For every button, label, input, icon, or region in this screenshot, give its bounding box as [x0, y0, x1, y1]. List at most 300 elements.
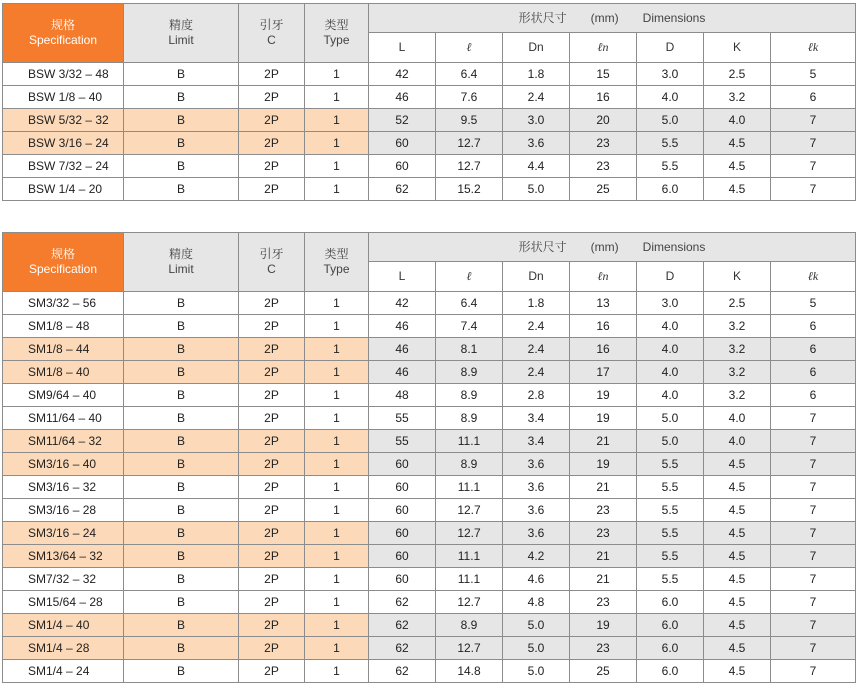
type-cell: 1	[305, 545, 369, 568]
l-cell: 7.4	[436, 315, 503, 338]
spec-cell: BSW 3/32 – 48	[3, 63, 124, 86]
table-row	[3, 568, 856, 591]
D-cell: 5.5	[637, 476, 704, 499]
table-row	[3, 178, 856, 201]
table-row	[3, 63, 856, 86]
type-cell: 1	[305, 155, 369, 178]
K-cell: 3.2	[704, 86, 771, 109]
type-cell: 1	[305, 499, 369, 522]
ln-cell: 21	[570, 568, 637, 591]
limit-cell: B	[124, 430, 239, 453]
table-row	[3, 499, 856, 522]
l-cell: 11.1	[436, 476, 503, 499]
K-cell: 4.5	[704, 499, 771, 522]
L-cell: 46	[369, 86, 436, 109]
thread-cell: 2P	[239, 63, 305, 86]
Dn-cell: 2.8	[503, 384, 570, 407]
spec-cell: BSW 1/8 – 40	[3, 86, 124, 109]
Dn-cell: 2.4	[503, 315, 570, 338]
col-header-L: L	[369, 33, 436, 63]
table-row	[3, 384, 856, 407]
limit-cell: B	[124, 660, 239, 683]
D-cell: 5.0	[637, 407, 704, 430]
spec-cell: BSW 7/32 – 24	[3, 155, 124, 178]
D-cell: 4.0	[637, 361, 704, 384]
limit-cell: B	[124, 499, 239, 522]
K-cell: 4.5	[704, 637, 771, 660]
ln-cell: 13	[570, 292, 637, 315]
type-header	[305, 233, 369, 292]
K-cell: 4.5	[704, 614, 771, 637]
ln-cell: 21	[570, 545, 637, 568]
spec-cell: BSW 3/16 – 24	[3, 132, 124, 155]
ln-cell: 25	[570, 660, 637, 683]
l-cell: 8.9	[436, 614, 503, 637]
type-cell: 1	[305, 292, 369, 315]
ln-cell: 16	[570, 338, 637, 361]
spec-header-cn: 规格	[50, 18, 75, 32]
l-cell: 6.4	[436, 292, 503, 315]
Dn-cell: 2.4	[503, 86, 570, 109]
limit-cell: B	[124, 522, 239, 545]
thread-cell: 2P	[239, 292, 305, 315]
table-row	[3, 361, 856, 384]
table-row	[3, 637, 856, 660]
K-cell: 3.2	[704, 338, 771, 361]
thread-cell: 2P	[239, 132, 305, 155]
Dn-cell: 1.8	[503, 292, 570, 315]
l-cell: 11.1	[436, 568, 503, 591]
l-cell: 8.1	[436, 338, 503, 361]
K-cell: 2.5	[704, 63, 771, 86]
L-cell: 60	[369, 453, 436, 476]
lk-cell: 6	[771, 86, 856, 109]
lk-cell: 6	[771, 384, 856, 407]
sm-spec-table	[2, 232, 856, 683]
thread-cell: 2P	[239, 407, 305, 430]
lk-cell: 6	[771, 361, 856, 384]
K-cell: 4.5	[704, 591, 771, 614]
limit-cell: B	[124, 453, 239, 476]
col-header-K: K	[704, 33, 771, 63]
thread-cell: 2P	[239, 430, 305, 453]
limit-cell: B	[124, 476, 239, 499]
lk-cell: 7	[771, 476, 856, 499]
type-cell: 1	[305, 361, 369, 384]
ln-cell: 23	[570, 591, 637, 614]
D-cell: 4.0	[637, 384, 704, 407]
lk-cell: 7	[771, 545, 856, 568]
spec-header	[3, 4, 124, 63]
col-header-l: ℓ	[436, 33, 503, 63]
Dn-cell: 5.0	[503, 637, 570, 660]
l-cell: 11.1	[436, 430, 503, 453]
spec-cell: SM11/64 – 32	[3, 430, 124, 453]
spec-cell: SM3/16 – 32	[3, 476, 124, 499]
spec-header	[3, 233, 124, 292]
type-cell: 1	[305, 407, 369, 430]
spec-cell: BSW 5/32 – 32	[3, 109, 124, 132]
limit-header-en: Limit	[168, 262, 194, 276]
l-cell: 7.6	[436, 86, 503, 109]
ln-cell: 16	[570, 86, 637, 109]
spec-cell: SM1/4 – 28	[3, 637, 124, 660]
type-cell: 1	[305, 522, 369, 545]
thread-cell: 2P	[239, 499, 305, 522]
ln-cell: 15	[570, 63, 637, 86]
type-cell: 1	[305, 591, 369, 614]
L-cell: 42	[369, 292, 436, 315]
lk-cell: 7	[771, 109, 856, 132]
thread-header-en: C	[267, 262, 276, 276]
K-cell: 4.0	[704, 430, 771, 453]
l-cell: 8.9	[436, 407, 503, 430]
Dn-cell: 5.0	[503, 178, 570, 201]
thread-cell: 2P	[239, 568, 305, 591]
Dn-cell: 3.6	[503, 132, 570, 155]
limit-cell: B	[124, 315, 239, 338]
Dn-cell: 4.6	[503, 568, 570, 591]
L-cell: 60	[369, 522, 436, 545]
table-row	[3, 292, 856, 315]
l-cell: 12.7	[436, 591, 503, 614]
limit-cell: B	[124, 637, 239, 660]
K-cell: 4.5	[704, 660, 771, 683]
lk-cell: 7	[771, 637, 856, 660]
Dn-cell: 3.6	[503, 522, 570, 545]
col-header-l: ℓ	[436, 262, 503, 292]
lk-cell: 7	[771, 407, 856, 430]
spec-cell: SM3/16 – 24	[3, 522, 124, 545]
thread-cell: 2P	[239, 637, 305, 660]
type-cell: 1	[305, 132, 369, 155]
D-cell: 5.5	[637, 132, 704, 155]
lk-cell: 7	[771, 568, 856, 591]
Dn-cell: 5.0	[503, 614, 570, 637]
thread-header-cn: 引牙	[259, 247, 284, 261]
col-header-ln: ℓn	[570, 33, 637, 63]
K-cell: 4.0	[704, 407, 771, 430]
col-header-K: K	[704, 262, 771, 292]
thread-header-cn: 引牙	[259, 18, 284, 32]
L-cell: 62	[369, 637, 436, 660]
thread-cell: 2P	[239, 453, 305, 476]
lk-cell: 7	[771, 132, 856, 155]
L-cell: 62	[369, 178, 436, 201]
l-cell: 12.7	[436, 155, 503, 178]
table-row	[3, 660, 856, 683]
thread-header-en: C	[267, 33, 276, 47]
l-cell: 11.1	[436, 545, 503, 568]
col-header-ln: ℓn	[570, 262, 637, 292]
D-cell: 3.0	[637, 63, 704, 86]
D-cell: 5.5	[637, 155, 704, 178]
l-cell: 8.9	[436, 453, 503, 476]
D-cell: 5.5	[637, 453, 704, 476]
l-cell: 8.9	[436, 384, 503, 407]
D-cell: 6.0	[637, 614, 704, 637]
col-header-lk: ℓk	[771, 33, 856, 63]
D-cell: 5.5	[637, 545, 704, 568]
lk-cell: 7	[771, 453, 856, 476]
lk-cell: 7	[771, 155, 856, 178]
L-cell: 55	[369, 430, 436, 453]
limit-cell: B	[124, 407, 239, 430]
l-cell: 12.7	[436, 132, 503, 155]
K-cell: 3.2	[704, 361, 771, 384]
table-row	[3, 86, 856, 109]
K-cell: 4.5	[704, 476, 771, 499]
spec-header-en: Specification	[28, 262, 98, 276]
ln-cell: 21	[570, 430, 637, 453]
Dn-cell: 3.6	[503, 499, 570, 522]
K-cell: 4.5	[704, 132, 771, 155]
limit-cell: B	[124, 384, 239, 407]
ln-cell: 23	[570, 499, 637, 522]
Dn-cell: 5.0	[503, 660, 570, 683]
limit-header	[124, 233, 239, 292]
Dn-cell: 2.4	[503, 338, 570, 361]
type-cell: 1	[305, 637, 369, 660]
spec-cell: SM1/8 – 48	[3, 315, 124, 338]
type-cell: 1	[305, 568, 369, 591]
thread-cell: 2P	[239, 86, 305, 109]
lk-cell: 6	[771, 315, 856, 338]
D-cell: 6.0	[637, 660, 704, 683]
table-row	[3, 132, 856, 155]
lk-cell: 7	[771, 591, 856, 614]
type-cell: 1	[305, 86, 369, 109]
lk-cell: 7	[771, 499, 856, 522]
L-cell: 60	[369, 545, 436, 568]
Dn-cell: 4.2	[503, 545, 570, 568]
Dn-cell: 4.4	[503, 155, 570, 178]
lk-cell: 7	[771, 660, 856, 683]
D-cell: 3.0	[637, 292, 704, 315]
spec-cell: SM11/64 – 40	[3, 407, 124, 430]
L-cell: 62	[369, 614, 436, 637]
D-cell: 5.5	[637, 499, 704, 522]
ln-cell: 19	[570, 453, 637, 476]
thread-header	[239, 4, 305, 63]
K-cell: 4.5	[704, 545, 771, 568]
L-cell: 60	[369, 132, 436, 155]
ln-cell: 23	[570, 637, 637, 660]
type-cell: 1	[305, 109, 369, 132]
thread-cell: 2P	[239, 178, 305, 201]
Dn-cell: 3.0	[503, 109, 570, 132]
lk-cell: 6	[771, 338, 856, 361]
spec-cell: SM15/64 – 28	[3, 591, 124, 614]
ln-cell: 23	[570, 155, 637, 178]
dimensions-header-en: Dimensions	[642, 10, 706, 25]
spec-cell: SM1/4 – 40	[3, 614, 124, 637]
D-cell: 5.0	[637, 430, 704, 453]
D-cell: 6.0	[637, 591, 704, 614]
L-cell: 46	[369, 315, 436, 338]
col-header-L: L	[369, 262, 436, 292]
type-cell: 1	[305, 315, 369, 338]
col-header-D: D	[637, 262, 704, 292]
table-row	[3, 476, 856, 499]
K-cell: 4.5	[704, 155, 771, 178]
l-cell: 8.9	[436, 361, 503, 384]
type-header-cn: 类型	[324, 247, 349, 261]
spec-cell: SM7/32 – 32	[3, 568, 124, 591]
col-header-lk: ℓk	[771, 262, 856, 292]
thread-cell: 2P	[239, 591, 305, 614]
ln-cell: 19	[570, 384, 637, 407]
limit-cell: B	[124, 178, 239, 201]
D-cell: 6.0	[637, 637, 704, 660]
lk-cell: 7	[771, 522, 856, 545]
dimensions-header	[369, 4, 856, 33]
L-cell: 52	[369, 109, 436, 132]
type-cell: 1	[305, 178, 369, 201]
dimensions-header	[369, 233, 856, 262]
D-cell: 5.5	[637, 522, 704, 545]
table-row	[3, 453, 856, 476]
limit-cell: B	[124, 292, 239, 315]
table-row	[3, 591, 856, 614]
col-header-D: D	[637, 33, 704, 63]
Dn-cell: 3.6	[503, 476, 570, 499]
ln-cell: 19	[570, 614, 637, 637]
ln-cell: 20	[570, 109, 637, 132]
type-cell: 1	[305, 614, 369, 637]
D-cell: 6.0	[637, 178, 704, 201]
thread-cell: 2P	[239, 109, 305, 132]
Dn-cell: 4.8	[503, 591, 570, 614]
thread-cell: 2P	[239, 361, 305, 384]
L-cell: 42	[369, 63, 436, 86]
l-cell: 14.8	[436, 660, 503, 683]
L-cell: 62	[369, 591, 436, 614]
table-row	[3, 522, 856, 545]
D-cell: 5.0	[637, 109, 704, 132]
D-cell: 4.0	[637, 86, 704, 109]
l-cell: 12.7	[436, 522, 503, 545]
lk-cell: 7	[771, 614, 856, 637]
thread-cell: 2P	[239, 660, 305, 683]
type-cell: 1	[305, 430, 369, 453]
table-row	[3, 430, 856, 453]
thread-cell: 2P	[239, 545, 305, 568]
spec-cell: SM3/16 – 40	[3, 453, 124, 476]
L-cell: 60	[369, 499, 436, 522]
L-cell: 48	[369, 384, 436, 407]
K-cell: 4.5	[704, 568, 771, 591]
limit-cell: B	[124, 361, 239, 384]
limit-header	[124, 4, 239, 63]
Dn-cell: 3.4	[503, 407, 570, 430]
K-cell: 3.2	[704, 315, 771, 338]
limit-cell: B	[124, 132, 239, 155]
type-cell: 1	[305, 384, 369, 407]
l-cell: 6.4	[436, 63, 503, 86]
ln-cell: 16	[570, 315, 637, 338]
l-cell: 9.5	[436, 109, 503, 132]
spec-cell: SM9/64 – 40	[3, 384, 124, 407]
thread-cell: 2P	[239, 522, 305, 545]
table-row	[3, 315, 856, 338]
D-cell: 4.0	[637, 315, 704, 338]
limit-cell: B	[124, 545, 239, 568]
Dn-cell: 1.8	[503, 63, 570, 86]
limit-cell: B	[124, 63, 239, 86]
thread-cell: 2P	[239, 315, 305, 338]
dimensions-header-unit: (mm)	[590, 239, 619, 254]
l-cell: 12.7	[436, 637, 503, 660]
spec-cell: SM1/8 – 44	[3, 338, 124, 361]
limit-cell: B	[124, 86, 239, 109]
type-header	[305, 4, 369, 63]
L-cell: 60	[369, 476, 436, 499]
type-cell: 1	[305, 660, 369, 683]
type-header-en: Type	[323, 33, 350, 47]
L-cell: 46	[369, 361, 436, 384]
type-cell: 1	[305, 63, 369, 86]
thread-cell: 2P	[239, 614, 305, 637]
K-cell: 3.2	[704, 384, 771, 407]
ln-cell: 25	[570, 178, 637, 201]
type-cell: 1	[305, 476, 369, 499]
ln-cell: 23	[570, 522, 637, 545]
Dn-cell: 3.4	[503, 430, 570, 453]
spec-cell: SM13/64 – 32	[3, 545, 124, 568]
limit-cell: B	[124, 614, 239, 637]
ln-cell: 17	[570, 361, 637, 384]
lk-cell: 5	[771, 292, 856, 315]
spec-cell: SM3/32 – 56	[3, 292, 124, 315]
table-row	[3, 407, 856, 430]
thread-cell: 2P	[239, 384, 305, 407]
K-cell: 4.5	[704, 178, 771, 201]
spec-header-en: Specification	[28, 33, 98, 47]
l-cell: 12.7	[436, 499, 503, 522]
table-row	[3, 614, 856, 637]
K-cell: 4.5	[704, 453, 771, 476]
L-cell: 46	[369, 338, 436, 361]
thread-header	[239, 233, 305, 292]
limit-cell: B	[124, 155, 239, 178]
dimensions-header-cn: 形状尺寸	[518, 239, 567, 254]
D-cell: 4.0	[637, 338, 704, 361]
spec-cell: BSW 1/4 – 20	[3, 178, 124, 201]
dimensions-header-cn: 形状尺寸	[518, 10, 567, 25]
D-cell: 5.5	[637, 568, 704, 591]
thread-cell: 2P	[239, 476, 305, 499]
K-cell: 4.5	[704, 522, 771, 545]
col-header-Dn: Dn	[503, 33, 570, 63]
table-row	[3, 109, 856, 132]
lk-cell: 5	[771, 63, 856, 86]
lk-cell: 7	[771, 178, 856, 201]
col-header-Dn: Dn	[503, 262, 570, 292]
spec-cell: SM1/4 – 24	[3, 660, 124, 683]
spec-cell: SM3/16 – 28	[3, 499, 124, 522]
thread-cell: 2P	[239, 338, 305, 361]
ln-cell: 21	[570, 476, 637, 499]
L-cell: 60	[369, 568, 436, 591]
Dn-cell: 2.4	[503, 361, 570, 384]
limit-cell: B	[124, 591, 239, 614]
table-row	[3, 155, 856, 178]
lk-cell: 7	[771, 430, 856, 453]
type-cell: 1	[305, 453, 369, 476]
dimensions-header-unit: (mm)	[590, 10, 619, 25]
L-cell: 62	[369, 660, 436, 683]
